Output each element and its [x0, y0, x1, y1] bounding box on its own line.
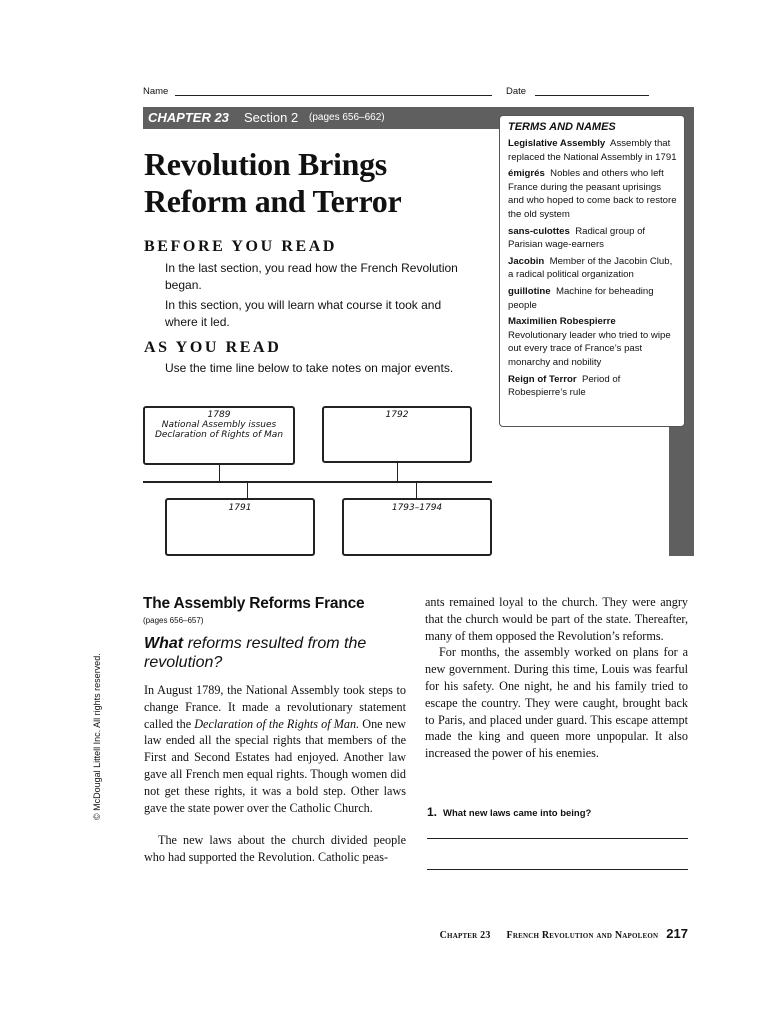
question-1: 1. What new laws came into being?	[427, 805, 592, 819]
article-paragraph-continued: ants remained loyal to the church. They were angry that the church would be part of the state. Thereafter, many of them opposed the Revolution’s reforms.	[425, 595, 688, 643]
timeline-axis	[143, 481, 492, 483]
timeline-connector	[416, 483, 417, 499]
section-pages: (pages 656–662)	[309, 112, 385, 123]
timeline-connector	[219, 465, 220, 482]
chapter-number: CHAPTER 23	[148, 110, 229, 125]
term-item: guillotine Machine for beheading people	[508, 285, 654, 311]
answer-line[interactable]	[427, 838, 688, 839]
terms-heading: TERMS AND NAMES	[508, 121, 616, 133]
article-pages: (pages 656–657)	[143, 616, 204, 625]
term-item: Jacobin Member of the Jacobin Club, a radical political organization	[508, 255, 673, 281]
term-item: Maximilien Robespierre Revolutionary leader who tried to wipe out every trace of France’s past monarchy and nobility	[508, 316, 671, 368]
timeline-year-1793-1794: 1793–1794	[391, 503, 443, 513]
before-you-read-text: In the last section, you read how the French Revolution began.	[165, 261, 458, 292]
guiding-question: What reforms resulted from the revolution?	[144, 635, 367, 671]
name-label: Name	[143, 86, 169, 97]
term-item: émigrés Nobles and others who left France during the peasant uprisings and who hoped to come back to restore the old system	[508, 168, 677, 220]
timeline-connector	[247, 483, 248, 499]
footer-chapter: Chapter 23	[439, 930, 491, 941]
footer-title: French Revolution and Napoleon	[506, 930, 659, 941]
term-item: sans-culottes Radical group of Parisian wage-earners	[508, 225, 646, 251]
date-field[interactable]	[535, 85, 649, 96]
date-label: Date	[506, 86, 527, 97]
timeline-year-1791: 1791	[228, 503, 252, 513]
answer-line[interactable]	[427, 869, 688, 870]
copyright-notice: © McDougal Littell Inc. All rights reserved.	[92, 653, 102, 820]
article-column-2	[425, 594, 688, 762]
terms-and-names-box	[499, 115, 685, 427]
section-number: Section 2	[244, 110, 299, 125]
timeline-box-1789-text: 1789 National Assembly issues Declaration of Rights of Man	[154, 410, 284, 440]
page-title: Revolution Brings Reform and Terror	[144, 146, 402, 219]
name-field[interactable]	[175, 85, 492, 96]
article-paragraph: For months, the assembly worked on plans for a new government. During this time, Louis was fearful for his safety. One night, he and his family tried to escape the country. They were caught, brought back to Paris, and placed under guard. This escape attempt made the king and queen more unpopular. It also increased the power of his enemies.	[425, 645, 688, 761]
timeline-year-1792: 1792	[385, 410, 409, 420]
before-you-read-heading: BEFORE YOU READ	[144, 238, 338, 255]
as-you-read-heading: AS YOU READ	[144, 339, 282, 356]
timeline-connector	[397, 463, 398, 482]
article-paragraph: The new laws about the church divided people who had supported the Revolution. Catholic peas-	[144, 833, 406, 864]
article-column-1-continued	[144, 832, 406, 866]
article-paragraph: In August 1789, the National Assembly took steps to change France. It made a revolutionary statement called the Declaration of the Rights of Man. One new law ended all the special rights that members of the First and Second Estates had enjoyed. Another law gave all French men equal rights. Though women did not get these rights, it was a bold step. Other laws gave the state power over the Catholic Church.	[144, 683, 406, 815]
term-item: Reign of Terror Period of Robespierre’s rule	[508, 373, 621, 399]
page-number: 217	[666, 926, 688, 941]
as-you-read-text: Use the time line below to take notes on major events.	[165, 361, 454, 375]
page-footer	[440, 925, 688, 943]
article-column-1	[144, 682, 406, 816]
term-item: Legislative Assembly Assembly that replaced the National Assembly in 1791	[508, 138, 677, 163]
article-heading: The Assembly Reforms France	[143, 595, 365, 612]
before-you-read-text-2: In this section, you will learn what course it took and where it led.	[165, 298, 442, 329]
